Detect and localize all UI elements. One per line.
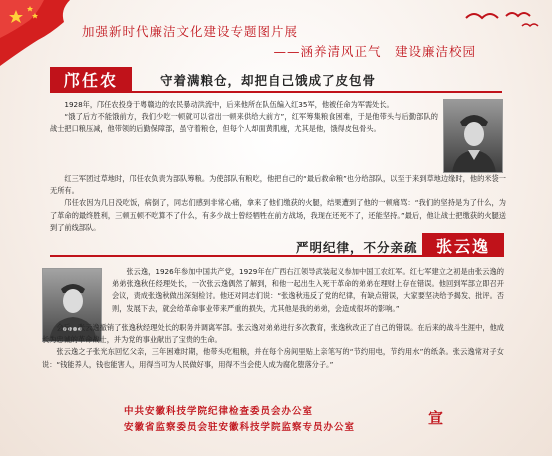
paragraph: 1928年，邝任农投身于粤赣边的农民暴动洪流中，后来他所在队伍编入红35军，他被任命为军需处长。 [64,100,394,109]
section2-slogan: 严明纪律，不分亲疏 [296,240,418,255]
paragraph: 张云逸，1926年参加中国共产党，1929年在广西右江领导武装起义参加中国工农红军。红七军建立之初是由张云逸的弟弟张逸秋任经理处长，一次张云逸偶然了解到，和他一起出生入死干革命的弟弟在理财上存在错误。他回到军部立即召开会议，责成张逸秋做出深刻检讨。他还对同志们说：“张逸秋违反了党的纪律，有缺点错误，大家要坚决给予揭发、批评。否则，发展下去，就会给革命事业带来严重的损失，尤其他是我的弟弟，会造成很坏的影响。” [112,267,504,313]
paragraph: 会后，张云逸撤销了张逸秋经理处长的职务并调离军部。张云逸对弟弟进行多次教育，张逸秋改正了自己的错误。在后来的战斗生涯中，他成长为忠诚的革命战士，并为党的事业献出了宝贵的生命。 [42,323,504,345]
section2-text-top [112,266,504,315]
birds-icon [462,6,542,30]
section2-divider [50,255,502,257]
paragraph: 红三军团过草地时，邝任农负责为部队筹粮。为使部队有粮吃，他把自己的“最后救命粮”也分给部队，以至于来到草地边缘时，他的米袋一无所有。 [50,174,506,196]
issuer-line-2: 安徽省监察委员会驻安徽科技学院监察专员办公室 [124,422,356,433]
section1-divider [50,91,502,93]
exhibition-subtitle: ——涵养清风正气 建设廉洁校园 [273,44,476,59]
section1-slogan: 守着满粮仓，却把自己饿成了皮包骨 [160,73,377,88]
section1-text-top [50,99,438,136]
paragraph: “饿了后方不能饿前方，我们少吃一顿就可以省出一顿来供给大前方”，红军筹集粮食困难，于是他带头与后勤部队的战士把口粮压减，他带领的后勤保障部，虽守着粮仓，但每个人却面黄肌瘦，尤其是他，饿得皮包骨头。 [50,112,438,134]
portrait-photo [443,99,503,173]
section1-name-badge [50,67,132,91]
seal-character: 宣 [428,409,444,427]
paragraph: 张云逸之子张光东回忆父亲，三年困难时期，他带头吃粗粮，并在每个房间里贴上亲笔写的“节约用电，节约用水”的纸条。张云逸常对子女说：“钱能养人，钱也能害人，用得当可为人民做好事，用得不当会使人成为腐化堕落分子。” [42,347,504,369]
section1-name: 邝任农 [63,70,118,90]
section2-text-bottom [42,322,504,371]
red-flag-icon [0,0,80,66]
section2-name-badge [422,233,504,257]
issuer-line-1: 中共安徽科技学院纪律检查委员会办公室 [124,406,314,417]
paragraph: 邝任农因为几日没吃饭，病倒了，同志们感到非常心痛，拿来了他们缴获的火腿，结果遭到了他的一顿痛骂：“我们的坚持是为了什么，为了革命的最终胜利，三顿五顿不吃算不了什么，有多少战士曾经牺牲在前方战场，我现在还死不了，还能坚持。”最后，他让战士把缴获的火腿送到了前线部队。 [50,198,506,232]
section1-text-bottom [50,173,506,234]
section2-name: 张云逸 [435,236,490,256]
exhibition-title: 加强新时代廉洁文化建设专题图片展 [82,24,299,39]
